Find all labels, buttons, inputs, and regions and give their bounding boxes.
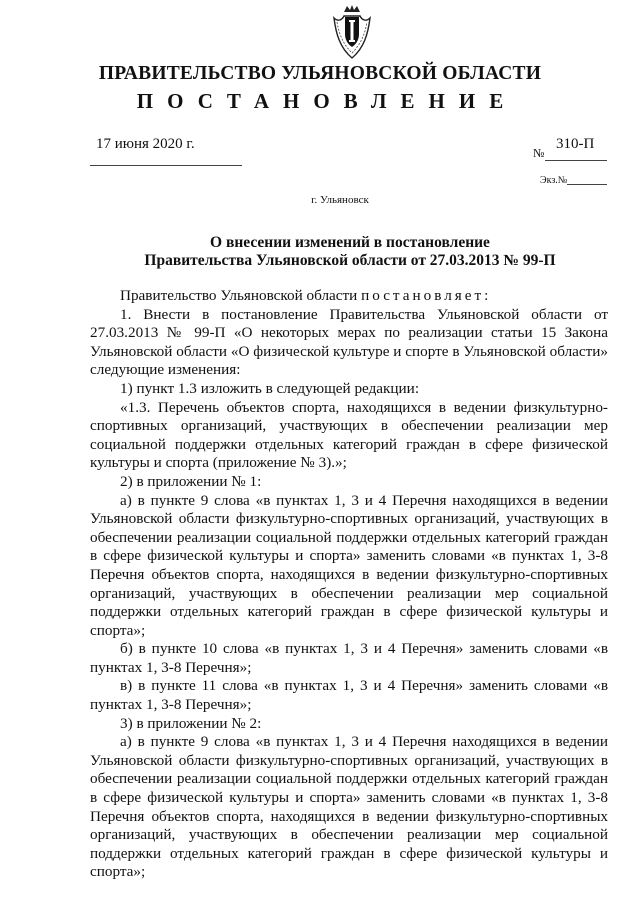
number-underline xyxy=(545,160,607,161)
body-paragraph: 1. Внести в постановление Правительства Ульяновской области от 27.03.2013 № 99-П «О некоторых мерах по реализации статьи 15 Закона Ульяновской области «О физической культуре и спорте в Ульяновской области» следующие изменения: xyxy=(90,305,608,379)
intro-verb: постановляет: xyxy=(361,287,492,304)
intro-paragraph xyxy=(90,287,608,306)
document-body xyxy=(90,287,608,882)
subject-line-2: Правительства Ульяновской области от 27.03.2013 № 99-П xyxy=(144,252,556,269)
number-label: № xyxy=(533,146,545,160)
body-paragraph: 2) в приложении № 1: xyxy=(120,472,262,490)
body-paragraph: б) в пункте 10 слова «в пунктах 1, 3 и 4 Перечня» заменить словами «в пунктах 1, 3-8 Перечня»; xyxy=(90,640,608,676)
document-date: 17 июня 2020 г. xyxy=(96,136,195,152)
document-subject xyxy=(90,234,610,270)
coat-of-arms-icon xyxy=(330,4,374,60)
body-paragraph: а) в пункте 9 слова «в пунктах 1, 3 и 4 Перечня находящихся в ведении Ульяновской области физкультурно-спортивных организаций, участвующих в обеспечении реализации социальной поддержки отдельных категорий граждан в сфере физической культуры и спорта» заменить словами «в пунктах 1, 3-8 Перечня объектов спорта, находящихся в ведении физкультурно-спортивных организаций, участвующих в обеспечении реализации мер социальной поддержки отдельных категорий граждан в сфере физической культуры и спорта»; xyxy=(90,491,608,639)
body-paragraph: 3) в приложении № 2: xyxy=(120,714,262,732)
body-paragraph: в) в пункте 11 слова «в пунктах 1, 3 и 4 Перечня» заменить словами «в пунктах 1, 3-8 Перечня»; xyxy=(90,677,608,714)
body-paragraph: «1.3. Перечень объектов спорта, находящихся в ведении физкультурно-спортивных организаций, участвующих в обеспечении реализации мер социальной поддержки отдельных категорий граждан в сфере физической культуры и спорта (приложение № 3).»; xyxy=(90,398,608,472)
body-paragraph: а) в пункте 9 слова «в пунктах 1, 3 и 4 Перечня находящихся в ведении Ульяновской области физкультурно-спортивных организаций, участвующих в обеспечении реализации социальной поддержки отдельных категорий граждан в сфере физической культуры и спорта» заменить словами «в пунктах 1, 3-8 Перечня объектов спорта, находящихся в ведении физкультурно-спортивных организаций, участвующих в обеспечении реализации мер социальной поддержки отдельных категорий граждан в сфере физической культуры и спорта»; xyxy=(90,733,608,881)
copy-number-label: Экз.№ xyxy=(540,175,568,186)
city: г. Ульяновск xyxy=(311,194,369,206)
body-paragraph: 1) пункт 1.3 изложить в следующей редакции: xyxy=(120,379,420,397)
copy-number-underline xyxy=(567,184,607,185)
intro-prefix: Правительство Ульяновской области xyxy=(120,287,358,304)
date-underline xyxy=(90,165,242,166)
document-kind: ПОСТАНОВЛЕНИЕ xyxy=(136,89,518,113)
subject-line-1: О внесении изменений в постановление xyxy=(210,234,490,251)
document-number: 310-П xyxy=(556,136,595,152)
government-title: ПРАВИТЕЛЬСТВО УЛЬЯНОВСКОЙ ОБЛАСТИ xyxy=(98,63,542,84)
